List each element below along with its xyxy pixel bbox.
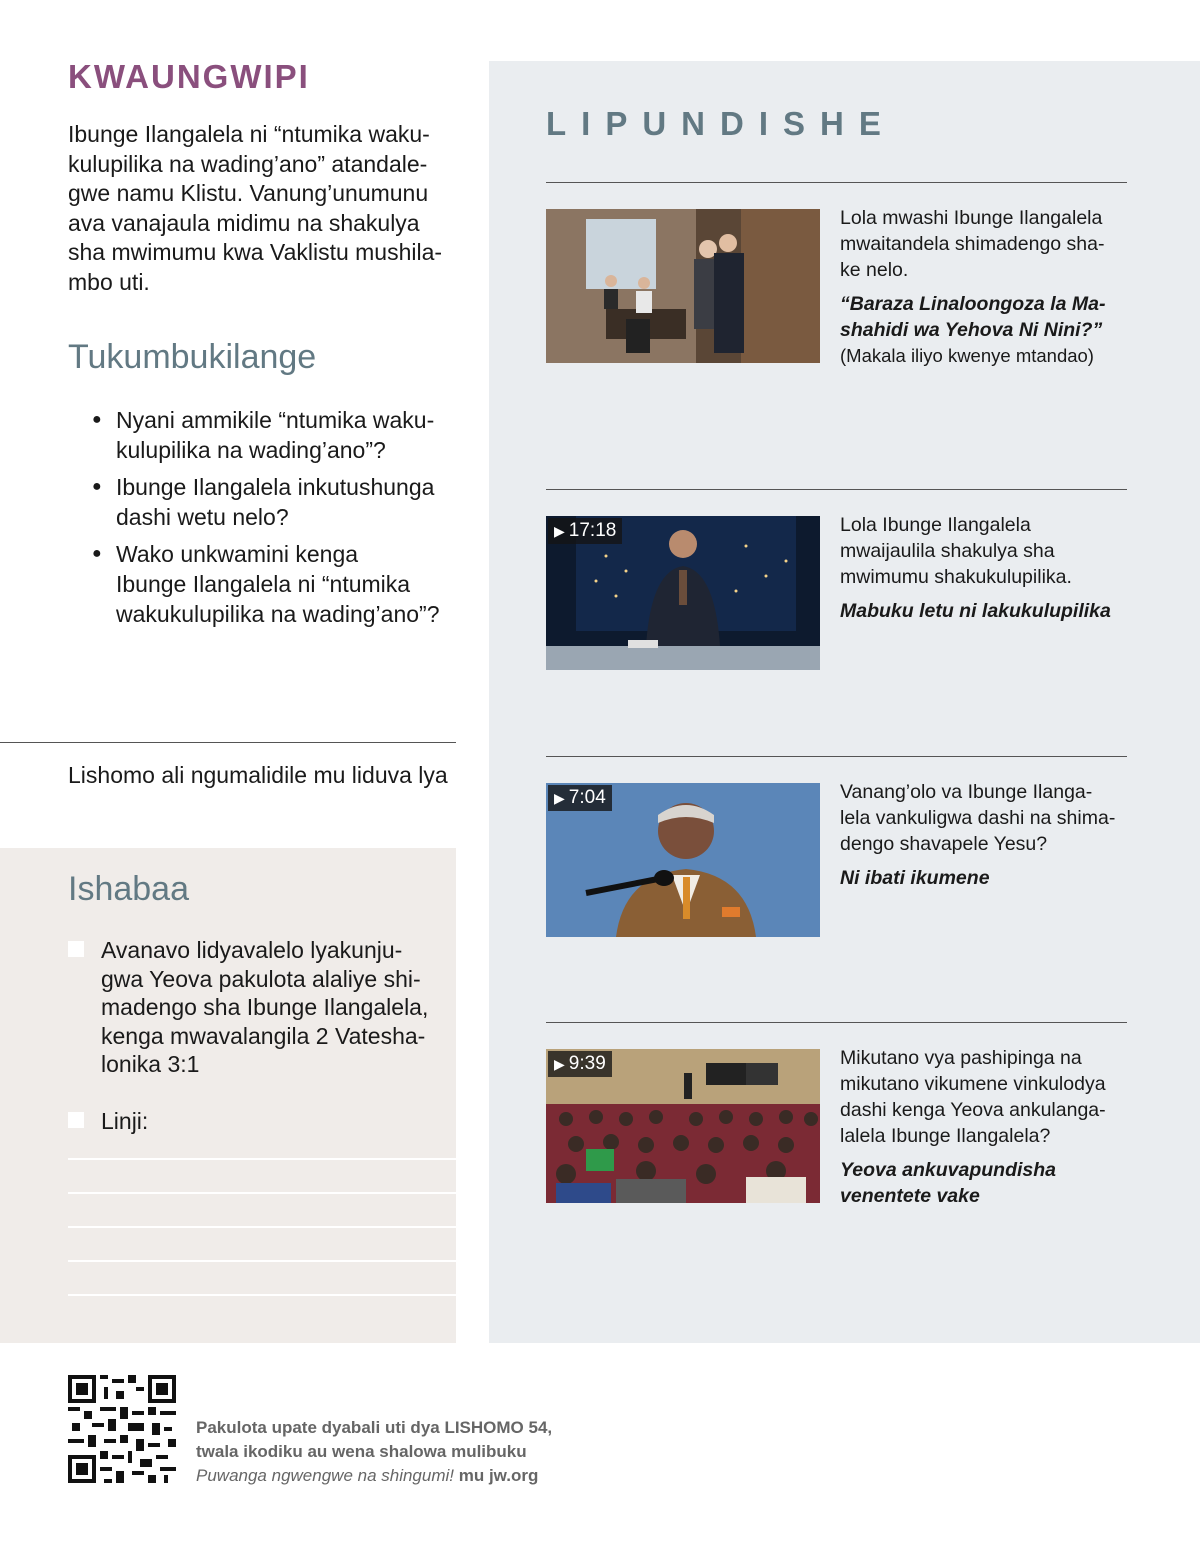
goals-title: Ishabaa [68,870,189,908]
summary-line: kulupilika na wading’ano” atandale- [68,150,428,177]
divider [546,756,1127,757]
goal-checkbox[interactable] [68,941,84,957]
video-thumbnail[interactable] [546,783,820,937]
review-question: ● Ibunge Ilangalela inkutushunga dashi wetu nelo? [92,474,435,530]
summary-line: mbo uti. [68,268,150,295]
play-icon: ▶ [554,790,565,806]
review-title: Tukumbukilange [68,338,317,376]
qr-code-icon[interactable] [68,1375,176,1483]
goal-text: Avanavo lidyavalelo lyakunju- gwa Yeova pakulota alaliye shi- madengo sha Ibunge Ilangalela, kenga mwavalangila 2 Vatesha- lonika 3:1 [101,937,429,1077]
video-duration: ▶ 9:39 [548,1051,612,1077]
discover-item-text: Lola Ibunge Ilangalela mwaijaulila shakulya sha mwimumu shakukulupilika. Mabuku letu ni lakukulupilika [840,512,1130,624]
discover-item-text: Vanang’olo va Ibunge Ilanga- lela vankuligwa dashi na shima- dengo shavapele Yesu? Ni ibati ikumene [840,779,1130,891]
bullet-icon: ● [92,545,102,562]
video-thumbnail[interactable] [546,1049,820,1203]
play-icon: ▶ [554,1056,565,1072]
video-thumbnail[interactable] [546,516,820,670]
divider [546,1022,1127,1023]
summary-line: sha mwimumu kwa Vaklistu mushila- [68,239,443,265]
footer-text: Pakulota upate dyabali uti dya LISHOMO 54, twala ikodiku au wena shalowa mulibuku Puwanga ngwengwe na shingumi! mu jw.org [196,1418,553,1485]
goal-text: Linji: [101,1108,149,1134]
completed-date-label[interactable]: Lishomo ali ngumalidile mu liduva lya [68,762,448,788]
divider [546,489,1127,490]
goal-checkbox[interactable] [68,1112,84,1128]
article-title-link[interactable]: “Baraza Linaloongoza la Ma- shahidi wa Yehova Ni Nini?” [840,293,1106,341]
summary-title: KWAUNGWIPI [68,58,310,95]
discover-title: LIPUNDISHE [546,105,896,142]
review-question: ● Wako unkwamini kenga Ibunge Ilangalela ni “ntumika wakukulupilika na wading’ano”? [92,541,440,627]
write-line[interactable] [68,1192,456,1194]
divider [546,182,1127,183]
video-duration: ▶ 7:04 [548,785,612,811]
video-title-link[interactable]: Ni ibati ikumene [840,867,990,889]
article-note: (Makala iliyo kwenye mtandao) [840,345,1094,366]
review-question-list [92,405,462,636]
play-icon: ▶ [554,523,565,539]
summary-line: Ibunge Ilangalela ni “ntumika waku- [68,121,430,147]
write-line[interactable] [68,1158,456,1160]
summary-line: gwe namu Klistu. Vanung’unumunu [68,180,429,206]
video-title-link[interactable]: Yeova ankuvapundisha venentete vake [840,1159,1057,1207]
website-link[interactable]: mu jw.org [454,1466,539,1485]
goal-item-other [68,1107,438,1136]
bullet-icon: ● [92,478,102,495]
publication-name: Puwanga ngwengwe na shingumi! [196,1466,455,1485]
discover-item-text: Mikutano vya pashipinga na mikutano vikumene vinkulodya dashi kenga Yeova ankulanga- lalela Ibunge Ilangalela? Yeova ankuvapundisha venentete vake [840,1045,1130,1209]
video-title-link[interactable]: Mabuku letu ni lakukulupilika [840,600,1111,622]
divider [0,742,456,743]
article-thumbnail[interactable] [546,209,820,363]
bullet-icon: ● [92,411,102,428]
discover-item-text: Lola mwashi Ibunge Ilangalela mwaitandela shimadengo sha- ke nelo. “Baraza Linaloongoza la Ma- shahidi wa Yehova Ni Nini?” (Makala iliyo kwenye mtandao) [840,205,1130,369]
review-question: ● Nyani ammikile “ntumika waku- kulupilika na wading’ano”? [92,407,435,463]
summary-line: ava vanajaula midimu na shakulya [68,209,420,236]
write-line[interactable] [68,1294,456,1296]
video-duration: ▶ 17:18 [548,518,622,544]
goal-item [68,936,438,1079]
write-line[interactable] [68,1260,456,1262]
write-line[interactable] [68,1226,456,1228]
goals-box [0,848,456,1343]
summary-text [68,120,458,297]
